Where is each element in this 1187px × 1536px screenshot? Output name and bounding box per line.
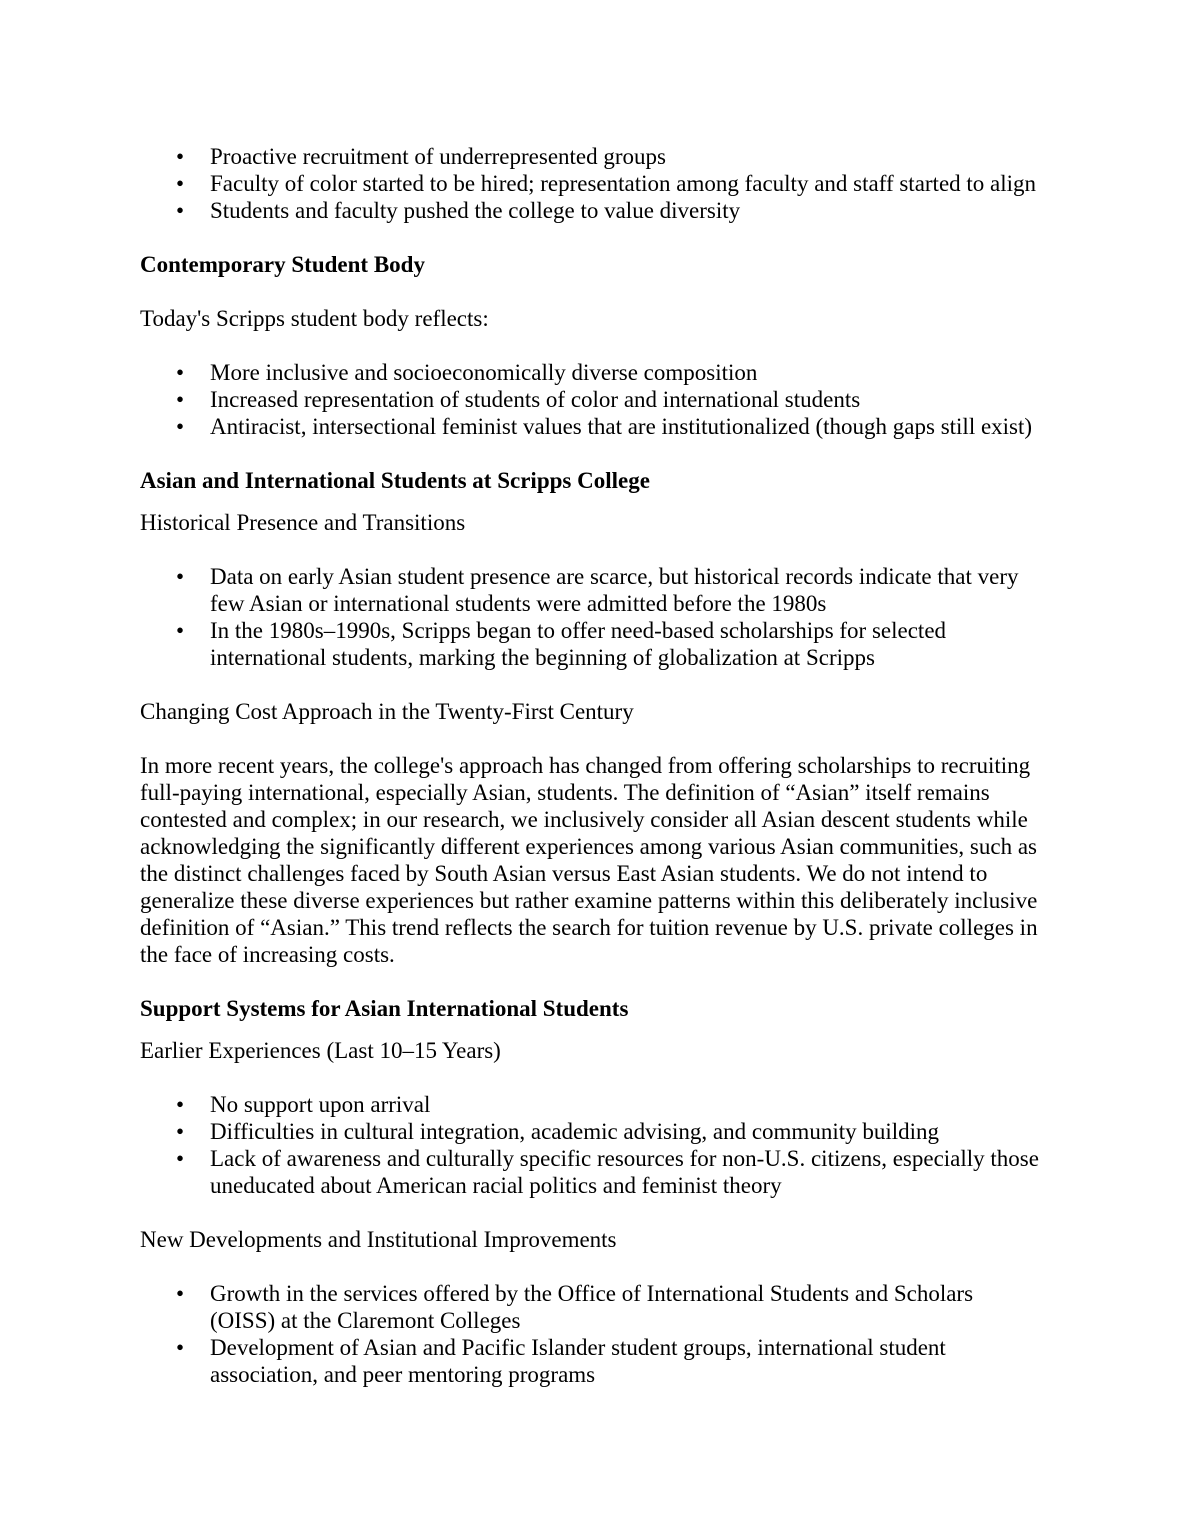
heading-asian-international-students: Asian and International Students at Scripps College bbox=[140, 468, 650, 493]
list-item bbox=[140, 197, 1042, 224]
subheading-new-developments: New Developments and Institutional Improvements bbox=[140, 1227, 617, 1252]
list-item bbox=[140, 413, 1042, 440]
historical-presence-list bbox=[140, 563, 1042, 671]
bullet-icon bbox=[176, 1334, 184, 1361]
subheading-historical-presence: Historical Presence and Transitions bbox=[140, 510, 466, 535]
list-item bbox=[140, 563, 1042, 617]
list-item-text: In the 1980s–1990s, Scripps began to offer need-based scholarships for selected international students, marking the beginning of globalization at Scripps bbox=[210, 618, 947, 670]
list-item-text: Increased representation of students of color and international students bbox=[210, 387, 861, 412]
earlier-experiences-list bbox=[140, 1091, 1042, 1199]
list-item-text: More inclusive and socioeconomically diverse composition bbox=[210, 360, 758, 385]
heading-support-systems: Support Systems for Asian International Students bbox=[140, 996, 629, 1021]
bullet-icon bbox=[176, 563, 184, 590]
bullet-icon bbox=[176, 197, 184, 224]
bullet-icon bbox=[176, 143, 184, 170]
list-item bbox=[140, 1280, 1042, 1334]
list-item-text: Proactive recruitment of underrepresented groups bbox=[210, 144, 666, 169]
new-developments-list bbox=[140, 1280, 1042, 1388]
list-item bbox=[140, 1334, 1042, 1388]
list-item-text: Faculty of color started to be hired; representation among faculty and staff started to align bbox=[210, 171, 1037, 196]
list-item-text: Development of Asian and Pacific Islander student groups, international student association, and peer mentoring programs bbox=[210, 1335, 946, 1387]
list-item-text: Antiracist, intersectional feminist values that are institutionalized (though gaps still exist) bbox=[210, 414, 1033, 439]
bullet-icon bbox=[176, 1118, 184, 1145]
bullet-icon bbox=[176, 1091, 184, 1118]
paragraph-contemporary-intro: Today's Scripps student body reflects: bbox=[140, 306, 489, 331]
list-item bbox=[140, 1145, 1042, 1199]
subheading-earlier-experiences: Earlier Experiences (Last 10–15 Years) bbox=[140, 1038, 501, 1063]
list-item bbox=[140, 143, 1042, 170]
paragraph-cost-approach: In more recent years, the college's approach has changed from offering scholarships to recruiting full-paying international, especially Asian, students. The definition of “Asian” itself remains contested and complex; in our research, we inclusively consider all Asian descent students while acknowledging the significantly different experiences among various Asian communities, such as the distinct challenges faced by South Asian versus East Asian students. We do not intend to generalize these diverse experiences but rather examine patterns within this deliberately inclusive definition of “Asian.” This trend reflects the search for tuition revenue by U.S. private colleges in the face of increasing costs. bbox=[140, 753, 1038, 967]
bullet-icon bbox=[176, 1280, 184, 1307]
bullet-icon bbox=[176, 359, 184, 386]
list-item-text: Growth in the services offered by the Office of International Students and Scholars (OISS) at the Claremont Colleges bbox=[210, 1281, 974, 1333]
list-item bbox=[140, 617, 1042, 671]
list-item bbox=[140, 1118, 1042, 1145]
list-item-text: Data on early Asian student presence are scarce, but historical records indicate that very few Asian or international students were admitted before the 1980s bbox=[210, 564, 1019, 616]
list-item-text: Students and faculty pushed the college to value diversity bbox=[210, 198, 741, 223]
bullet-icon bbox=[176, 170, 184, 197]
bullet-icon bbox=[176, 413, 184, 440]
list-item-text: Difficulties in cultural integration, academic advising, and community building bbox=[210, 1119, 940, 1144]
subheading-changing-cost-approach: Changing Cost Approach in the Twenty-First Century bbox=[140, 699, 634, 724]
list-item-text: Lack of awareness and culturally specific resources for non-U.S. citizens, especially those uneducated about American racial politics and feminist theory bbox=[210, 1146, 1039, 1198]
bullet-icon bbox=[176, 617, 184, 644]
bullet-icon bbox=[176, 386, 184, 413]
list-item bbox=[140, 170, 1042, 197]
list-item-text: No support upon arrival bbox=[210, 1092, 431, 1117]
contemporary-student-body-list bbox=[140, 359, 1042, 440]
diversity-initiatives-list bbox=[140, 143, 1042, 224]
list-item bbox=[140, 386, 1042, 413]
list-item bbox=[140, 359, 1042, 386]
heading-contemporary-student-body: Contemporary Student Body bbox=[140, 252, 425, 277]
list-item bbox=[140, 1091, 1042, 1118]
bullet-icon bbox=[176, 1145, 184, 1172]
